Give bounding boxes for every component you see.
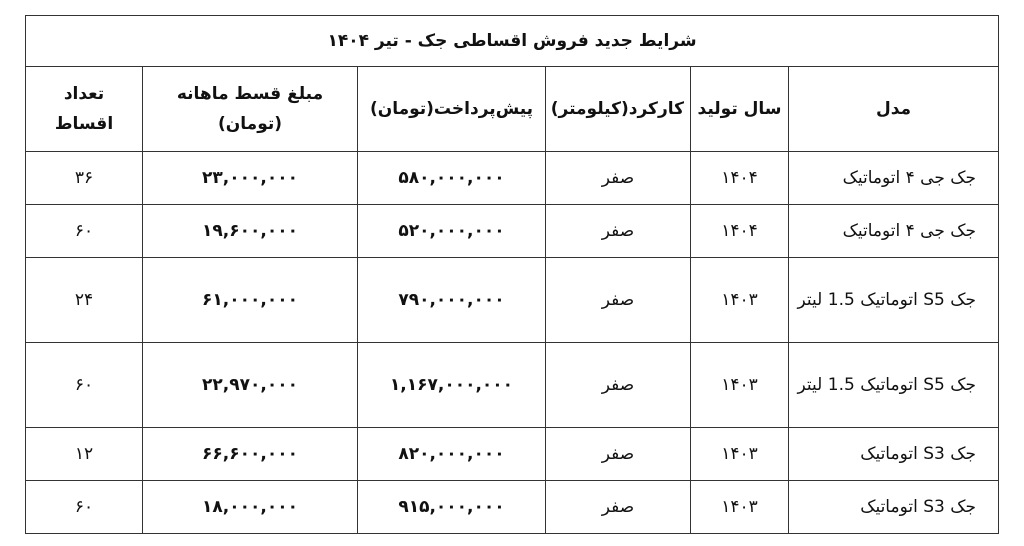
cell-year: ۱۴۰۳ — [691, 481, 789, 534]
cell-prepayment: ۱,۱۶۷,۰۰۰,۰۰۰ — [358, 343, 546, 428]
cell-year: ۱۴۰۳ — [691, 343, 789, 428]
table-row — [26, 343, 999, 428]
cell-mileage: صفر — [546, 428, 691, 481]
cell-model: جک S5 اتوماتیک 1.5 لیتر — [789, 258, 999, 343]
table-row — [26, 205, 999, 258]
cell-model: جک S3 اتوماتیک — [789, 428, 999, 481]
header-monthly: مبلغ قسط ماهانه (تومان) — [143, 67, 358, 152]
cell-mileage: صفر — [546, 152, 691, 205]
cell-monthly: ۲۲,۹۷۰,۰۰۰ — [143, 343, 358, 428]
cell-prepayment: ۵۲۰,۰۰۰,۰۰۰ — [358, 205, 546, 258]
header-installments: تعداد اقساط — [26, 67, 143, 152]
cell-monthly: ۶۱,۰۰۰,۰۰۰ — [143, 258, 358, 343]
cell-prepayment: ۵۸۰,۰۰۰,۰۰۰ — [358, 152, 546, 205]
header-row — [26, 67, 999, 152]
cell-installments: ۲۴ — [26, 258, 143, 343]
cell-monthly: ۲۳,۰۰۰,۰۰۰ — [143, 152, 358, 205]
cell-installments: ۳۶ — [26, 152, 143, 205]
header-model: مدل — [789, 67, 999, 152]
cell-model: جک جی ۴ اتوماتیک — [789, 205, 999, 258]
cell-mileage: صفر — [546, 343, 691, 428]
header-prepayment: پیش‌پرداخت(تومان) — [358, 67, 546, 152]
table-title: شرایط جدید فروش اقساطی جک - تیر ۱۴۰۴ — [26, 16, 999, 67]
cell-installments: ۶۰ — [26, 343, 143, 428]
cell-prepayment: ۹۱۵,۰۰۰,۰۰۰ — [358, 481, 546, 534]
cell-year: ۱۴۰۳ — [691, 258, 789, 343]
installment-table — [25, 15, 999, 534]
table-row — [26, 258, 999, 343]
cell-model: جک S5 اتوماتیک 1.5 لیتر — [789, 343, 999, 428]
cell-mileage: صفر — [546, 205, 691, 258]
header-year: سال تولید — [691, 67, 789, 152]
cell-installments: ۱۲ — [26, 428, 143, 481]
cell-mileage: صفر — [546, 258, 691, 343]
cell-mileage: صفر — [546, 481, 691, 534]
cell-model: جک S3 اتوماتیک — [789, 481, 999, 534]
cell-model: جک جی ۴ اتوماتیک — [789, 152, 999, 205]
table-row — [26, 428, 999, 481]
cell-installments: ۶۰ — [26, 205, 143, 258]
cell-prepayment: ۸۲۰,۰۰۰,۰۰۰ — [358, 428, 546, 481]
table-row — [26, 481, 999, 534]
cell-monthly: ۱۹,۶۰۰,۰۰۰ — [143, 205, 358, 258]
table-row — [26, 152, 999, 205]
installment-table-container — [25, 15, 999, 534]
cell-year: ۱۴۰۴ — [691, 205, 789, 258]
cell-installments: ۶۰ — [26, 481, 143, 534]
cell-year: ۱۴۰۴ — [691, 152, 789, 205]
header-mileage: کارکرد(کیلومتر) — [546, 67, 691, 152]
cell-monthly: ۶۶,۶۰۰,۰۰۰ — [143, 428, 358, 481]
cell-year: ۱۴۰۳ — [691, 428, 789, 481]
cell-monthly: ۱۸,۰۰۰,۰۰۰ — [143, 481, 358, 534]
cell-prepayment: ۷۹۰,۰۰۰,۰۰۰ — [358, 258, 546, 343]
